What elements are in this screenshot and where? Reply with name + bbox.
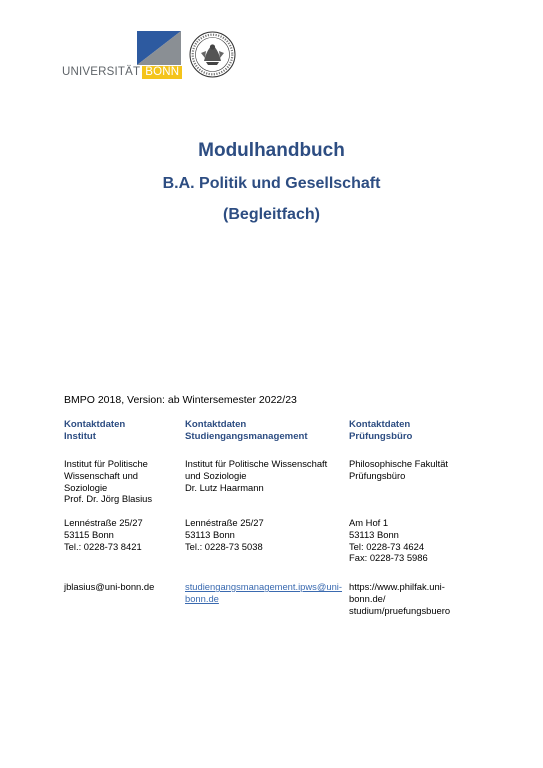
faculty-seal-icon — [189, 31, 236, 78]
contact-email-link[interactable] — [185, 581, 345, 605]
contact-org-line: und Soziologie — [185, 469, 247, 481]
contact-street: Lennéstraße 25/27 — [64, 517, 143, 528]
program-name: B.A. Politik und Gesellschaft — [162, 175, 381, 192]
contact-street: Lennéstraße 25/27 — [185, 517, 264, 528]
document-title: Modulhandbuch — [198, 140, 345, 161]
contact-address — [349, 517, 479, 564]
contact-city: 53115 Bonn — [64, 528, 114, 540]
contact-organization — [185, 458, 345, 493]
contact-address — [185, 517, 345, 552]
program-type: (Begleitfach) — [223, 206, 320, 223]
website-line1: https://www.philfak.uni- — [349, 581, 445, 592]
contact-website — [349, 581, 479, 616]
contact-column-pruefungsbuero — [349, 419, 479, 616]
contact-org-line: Soziologie — [64, 481, 108, 493]
contact-phone: Tel.: 0228-73 5038 — [185, 540, 263, 552]
contact-street: Am Hof 1 — [349, 517, 389, 528]
contact-heading-line2: Studiengangsmanagement — [185, 431, 308, 442]
logo-text-bonn: BONN — [142, 66, 182, 79]
contact-person: Dr. Lutz Haarmann — [185, 481, 264, 493]
contact-heading-line2: Institut — [64, 431, 96, 442]
university-logo — [62, 31, 242, 81]
contact-heading-line1: Kontaktdaten — [64, 419, 126, 430]
contact-email — [64, 581, 182, 593]
website-line3: studium/pruefungsbuero — [349, 604, 451, 616]
contact-org-line: Institut für Politische — [64, 458, 148, 469]
email-link-line1[interactable]: studiengangsmanagement.ipws@uni- — [185, 581, 343, 592]
logo-text-universitaet: UNIVERSITÄT — [62, 66, 141, 78]
contact-column-studiengangsmanagement — [185, 419, 345, 604]
contact-organization — [64, 458, 182, 505]
university-logo-text — [62, 66, 182, 79]
contact-org-line: Institut für Politische Wissenschaft — [185, 458, 328, 469]
university-logo-graphic — [137, 31, 181, 65]
contact-heading-line1: Kontaktdaten — [185, 419, 247, 430]
contact-heading — [185, 419, 345, 443]
contact-email-text: jblasius@uni-bonn.de — [64, 581, 155, 592]
contact-heading — [64, 419, 182, 443]
website-line2: bonn.de/ — [349, 592, 386, 604]
email-link-line2[interactable]: bonn.de — [185, 592, 219, 604]
contact-org-line: Philosophische Fakultät — [349, 458, 449, 469]
contact-phone: Tel: 0228-73 4624 — [349, 540, 425, 552]
contact-city: 53113 Bonn — [185, 528, 235, 540]
contact-heading-line1: Kontaktdaten — [349, 419, 411, 430]
contact-fax: Fax: 0228-73 5986 — [349, 552, 428, 564]
contact-org-line: Prüfungsbüro — [349, 469, 406, 481]
contact-address — [64, 517, 182, 552]
contact-organization — [349, 458, 479, 482]
contact-person: Prof. Dr. Jörg Blasius — [64, 493, 153, 505]
contact-org-line: Wissenschaft und — [64, 469, 138, 481]
contact-heading-line2: Prüfungsbüro — [349, 431, 413, 442]
contact-phone: Tel.: 0228-73 8421 — [64, 540, 142, 552]
contact-heading — [349, 419, 479, 443]
document-title-block — [0, 138, 543, 226]
version-info: BMPO 2018, Version: ab Wintersemester 2022/23 — [64, 394, 297, 406]
contact-column-institut — [64, 419, 182, 592]
contact-city: 53113 Bonn — [349, 528, 399, 540]
